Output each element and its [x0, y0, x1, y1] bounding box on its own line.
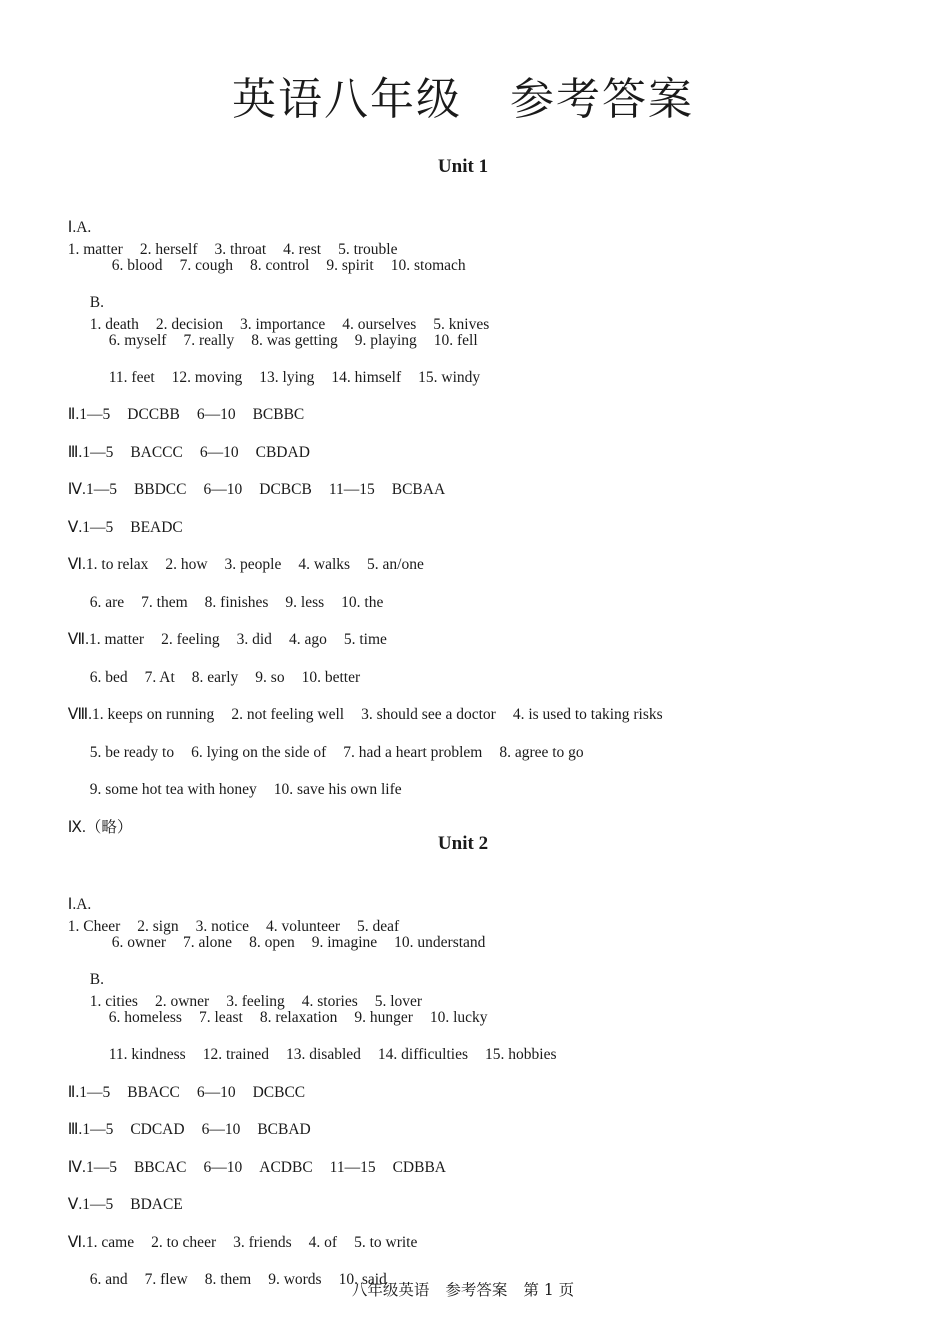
section-number: Ⅵ.: [67, 556, 86, 573]
answer: BEADC: [130, 519, 183, 536]
footer-answers: 参考答案: [445, 1281, 508, 1299]
answer: 6—10: [203, 481, 243, 498]
answer: 8. early: [191, 669, 239, 686]
answer: 5. to write: [354, 1234, 418, 1251]
answer: 6. are: [89, 594, 125, 611]
footer-subject: 八年级英语: [351, 1281, 430, 1299]
answer: BBDCC: [133, 481, 187, 498]
answer: 7. least: [198, 1009, 243, 1026]
answer: 1—5: [82, 1121, 114, 1138]
section-number: Ⅴ.: [67, 1196, 83, 1213]
answer: 2. to cheer: [151, 1234, 217, 1251]
answer: 4. stories: [301, 993, 358, 1010]
answer: 4. ourselves: [342, 316, 417, 333]
answer: 7. alone: [183, 934, 233, 951]
answer-line: [101, 345, 497, 386]
answer: 5. deaf: [357, 918, 400, 935]
answer: CBDAD: [255, 444, 310, 461]
section-number: Ⅳ.: [67, 481, 86, 498]
answer: 10. lucky: [429, 1009, 488, 1026]
answer: 3. friends: [233, 1234, 292, 1251]
answer: 1—5: [85, 481, 117, 498]
section-number: Ⅱ.: [67, 406, 80, 423]
page-footer: [0, 1278, 926, 1300]
answer: 14. himself: [331, 369, 402, 386]
answer: 9. less: [285, 594, 325, 611]
answer: 12. trained: [202, 1046, 269, 1063]
answer: 1—5: [82, 519, 114, 536]
answer: 8. control: [249, 257, 310, 274]
answer: 1—5: [79, 406, 111, 423]
answer: 1. Cheer: [67, 918, 121, 935]
answer: 3. people: [224, 556, 282, 573]
answer: 4. volunteer: [265, 918, 341, 935]
answer-line: [60, 1210, 434, 1251]
answer: 4. of: [308, 1234, 338, 1251]
answer: 14. difficulties: [377, 1046, 469, 1063]
page-number: 第 1 页: [523, 1281, 575, 1299]
answer: 11. kindness: [108, 1046, 186, 1063]
answer: DCBCC: [252, 1084, 306, 1101]
answer: DCBCB: [259, 481, 312, 498]
answer-line: [82, 947, 439, 1010]
answer: 10. understand: [394, 934, 486, 951]
answer: BBACC: [127, 1084, 180, 1101]
answer: 3. notice: [195, 918, 249, 935]
answer: 7. had a heart problem: [343, 744, 483, 761]
answer-line: [104, 233, 483, 274]
unit-heading: Unit 1: [437, 156, 489, 177]
answer: 7. cough: [179, 257, 233, 274]
answer: 1—5: [79, 1084, 111, 1101]
answer: 3. throat: [214, 241, 267, 258]
answer: 8. was getting: [251, 332, 338, 349]
section-number: Ⅸ.: [67, 819, 86, 836]
answer: BCBAA: [391, 481, 446, 498]
answer-line: [60, 457, 462, 498]
answer: 1. matter: [67, 241, 123, 258]
answer: BDACE: [130, 1196, 183, 1213]
answer: 3. feeling: [226, 993, 285, 1010]
section-number: Ⅷ.: [67, 706, 93, 723]
answer: 3. should see a doctor: [361, 706, 496, 723]
answer: 8. finishes: [204, 594, 269, 611]
section-number: Ⅶ.: [67, 631, 89, 648]
answer: DCCBB: [127, 406, 180, 423]
answer: 15. hobbies: [485, 1046, 557, 1063]
answer: 1—5: [82, 444, 114, 461]
section-number: Ⅰ.: [67, 219, 77, 236]
answer: 5. trouble: [338, 241, 398, 258]
section-number: Ⅳ.: [67, 1159, 86, 1176]
answer-line: [82, 757, 419, 798]
answer: CDBBA: [392, 1159, 446, 1176]
answer: 5. time: [343, 631, 387, 648]
answer: 1. to relax: [85, 556, 149, 573]
answer: 10. better: [301, 669, 361, 686]
answer: 6. bed: [89, 669, 128, 686]
answer-line: [101, 985, 505, 1026]
answer: 7. them: [141, 594, 188, 611]
answer: 2. herself: [139, 241, 198, 258]
answer: 6—10: [199, 444, 239, 461]
answer-line: [60, 1172, 200, 1213]
part-label: A.: [76, 896, 92, 913]
answer: 4. rest: [283, 241, 322, 258]
answer-line: [60, 1097, 328, 1138]
answer-line: [60, 1135, 463, 1176]
answer: 5. knives: [433, 316, 490, 333]
answer: 9. words: [268, 1271, 322, 1288]
title-sub: 参考答案: [510, 74, 694, 125]
section-number: Ⅲ.: [67, 444, 83, 461]
answer: 6. owner: [111, 934, 166, 951]
answer: 1—5: [82, 1196, 114, 1213]
section-number: Ⅲ.: [67, 1121, 83, 1138]
answer: 13. disabled: [285, 1046, 361, 1063]
answer: 6. lying on the side of: [191, 744, 327, 761]
answer-line: [60, 607, 404, 648]
answer-line: [82, 720, 601, 761]
answer: 2. decision: [155, 316, 223, 333]
answer: 6. and: [89, 1271, 128, 1288]
answer-line: [60, 682, 680, 723]
answer-line: [82, 1247, 404, 1288]
answer: 6. homeless: [108, 1009, 182, 1026]
answer: BCBAD: [257, 1121, 311, 1138]
answer-line: [101, 308, 495, 349]
answer: 2. feeling: [161, 631, 220, 648]
answer-line: [60, 495, 200, 536]
answer: （略）: [85, 819, 133, 836]
answer: 5. lover: [374, 993, 423, 1010]
answer: 9. hunger: [354, 1009, 413, 1026]
answer: 10. fell: [433, 332, 478, 349]
answer-line: [60, 420, 327, 461]
answer: 2. how: [165, 556, 208, 573]
answer: 1. death: [89, 316, 139, 333]
answer: 3. importance: [239, 316, 326, 333]
answer-line: [82, 645, 377, 686]
answer: 1—5: [85, 1159, 117, 1176]
answer: 6—10: [203, 1159, 243, 1176]
answer: 5. be ready to: [89, 744, 175, 761]
part-label: B.: [89, 294, 104, 311]
answer-line: [104, 910, 502, 951]
answer: 4. walks: [298, 556, 351, 573]
answer-line: [60, 382, 321, 423]
answer: 10. save his own life: [273, 781, 402, 798]
answer: BBCAC: [133, 1159, 187, 1176]
title-main: 英语八年级: [232, 74, 462, 125]
part-label: A.: [76, 219, 92, 236]
answer: CDCAD: [130, 1121, 185, 1138]
answer-line: [60, 195, 414, 258]
answer: 2. sign: [137, 918, 179, 935]
answer: 6. myself: [108, 332, 167, 349]
answer: 15. windy: [418, 369, 481, 386]
answer: 8. them: [204, 1271, 252, 1288]
answer: 3. did: [236, 631, 272, 648]
answer: 12. moving: [171, 369, 243, 386]
answer: 2. not feeling well: [231, 706, 345, 723]
answer: BACCC: [130, 444, 183, 461]
answer: 7. flew: [144, 1271, 188, 1288]
answer-line: [82, 570, 400, 611]
answer: 10. said: [338, 1271, 387, 1288]
answer: 8. relaxation: [259, 1009, 338, 1026]
answer: 1. came: [85, 1234, 135, 1251]
answer: 11. feet: [108, 369, 155, 386]
section-number: Ⅱ.: [67, 1084, 80, 1101]
answer: BCBBC: [252, 406, 305, 423]
answer: 7. really: [183, 332, 235, 349]
answer: 7. At: [144, 669, 175, 686]
part-label: B.: [89, 971, 104, 988]
unit-heading: Unit 2: [437, 833, 489, 854]
section-number: Ⅴ.: [67, 519, 83, 536]
answer: 5. an/one: [367, 556, 424, 573]
answer-line: [60, 795, 149, 836]
answer: 9. spirit: [326, 257, 374, 274]
answer: 9. some hot tea with honey: [89, 781, 257, 798]
answer: 1. keeps on running: [92, 706, 215, 723]
answer: 4. ago: [288, 631, 327, 648]
answer: 1. matter: [88, 631, 145, 648]
answer: 6—10: [201, 1121, 241, 1138]
answer: 4. is used to taking risks: [512, 706, 663, 723]
section-number: Ⅵ.: [67, 1234, 86, 1251]
answer: ACDBC: [259, 1159, 313, 1176]
answer-line: [60, 532, 441, 573]
section-number: Ⅰ.: [67, 896, 77, 913]
answer-line: [101, 1022, 573, 1063]
answer: 11—15: [329, 1159, 376, 1176]
page-title: [0, 70, 926, 130]
answer: 6—10: [196, 406, 236, 423]
answer-line: [60, 872, 416, 935]
answer: 11—15: [328, 481, 375, 498]
answer: 9. playing: [354, 332, 417, 349]
answer: 6. blood: [111, 257, 163, 274]
answer-line: [82, 270, 506, 333]
answer: 8. agree to go: [499, 744, 584, 761]
answer: 8. open: [249, 934, 295, 951]
answer: 1. cities: [89, 993, 138, 1010]
answer: 9. imagine: [311, 934, 378, 951]
answer: 6—10: [196, 1084, 236, 1101]
answer: 10. stomach: [390, 257, 466, 274]
answer: 10. the: [341, 594, 384, 611]
answer: 13. lying: [259, 369, 315, 386]
answer: 2. owner: [154, 993, 210, 1010]
answer: 9. so: [255, 669, 285, 686]
answer-line: [60, 1060, 322, 1101]
